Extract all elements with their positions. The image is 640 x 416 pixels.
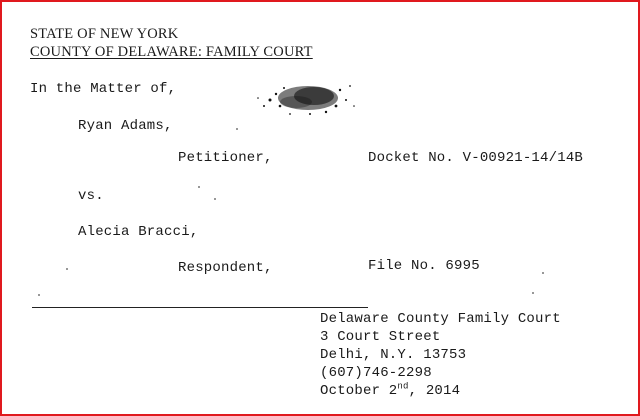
respondent-role: Respondent, — [178, 260, 273, 276]
county-court-heading: COUNTY OF DELAWARE: FAMILY COURT — [30, 44, 313, 60]
matter-intro: In the Matter of, — [30, 81, 177, 97]
petitioner-name: Ryan Adams, — [78, 118, 173, 134]
state-heading: STATE OF NEW YORK — [30, 26, 179, 42]
scan-speck — [38, 294, 40, 296]
versus-label: vs. — [78, 188, 104, 204]
docket-number: Docket No. V-00921-14/14B — [368, 150, 584, 166]
scan-speck — [66, 268, 68, 270]
scan-speck — [236, 128, 238, 130]
document-date — [320, 383, 460, 399]
scan-speck — [198, 186, 200, 188]
date-rest: , 2014 — [408, 383, 461, 399]
scan-speck — [214, 198, 216, 200]
court-name: Delaware County Family Court — [320, 311, 561, 327]
redaction-smudge — [250, 76, 360, 126]
petitioner-role: Petitioner, — [178, 150, 273, 166]
date-prefix: October 2 — [320, 383, 398, 399]
file-number: File No. 6995 — [368, 258, 480, 274]
scan-speck — [532, 292, 534, 294]
court-phone: (607)746-2298 — [320, 365, 432, 381]
scan-speck — [542, 272, 544, 274]
court-street: 3 Court Street — [320, 329, 441, 345]
date-ordinal: nd — [397, 381, 409, 392]
court-city: Delhi, N.Y. 13753 — [320, 347, 467, 363]
caption-divider — [32, 307, 368, 308]
respondent-name: Alecia Bracci, — [78, 224, 199, 240]
